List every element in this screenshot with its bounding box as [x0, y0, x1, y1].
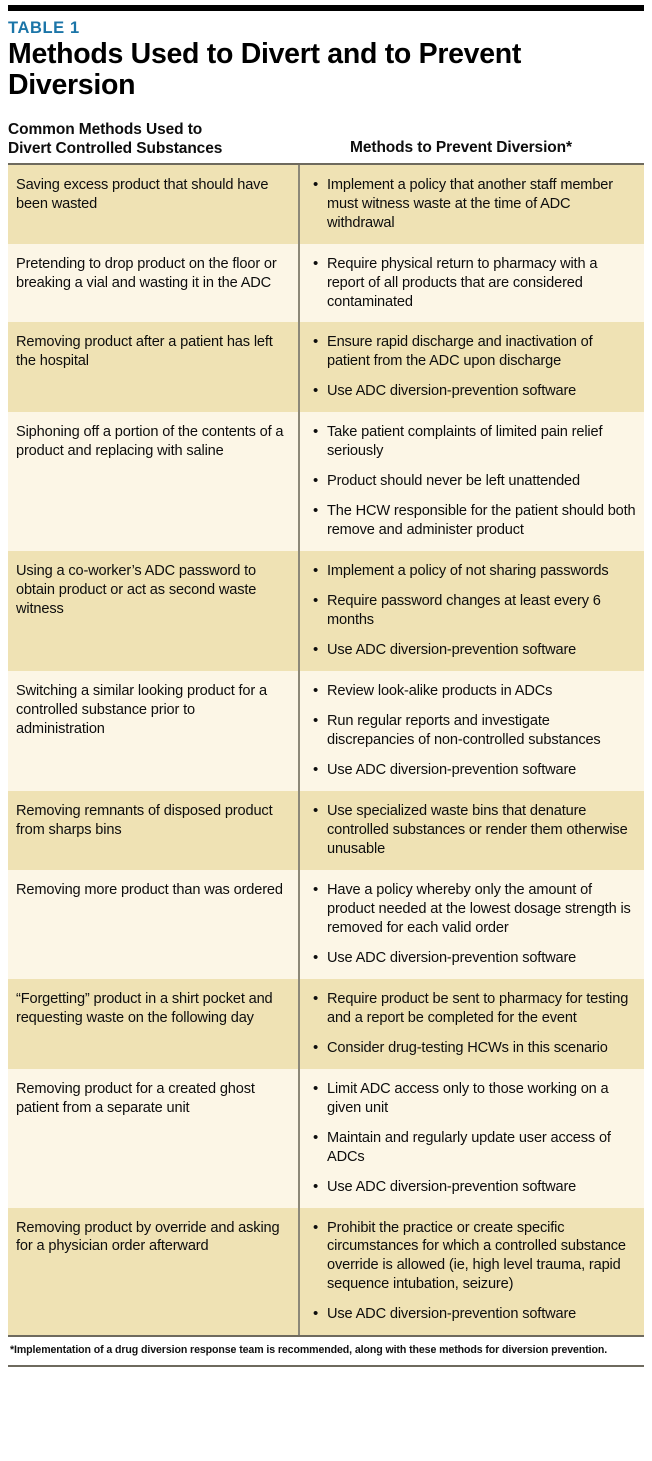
- table-row: [8, 412, 644, 551]
- table-row: [8, 322, 644, 412]
- method-cell: Removing more product than was ordered: [8, 870, 299, 979]
- prevention-cell: [299, 412, 644, 551]
- prevention-cell: [299, 165, 644, 244]
- prevention-list-item: • Use ADC diversion-prevention software: [313, 641, 638, 660]
- column-header-right: Methods to Prevent Diversion*: [350, 138, 572, 156]
- footer-rule: [8, 1365, 644, 1367]
- table-row: [8, 791, 644, 870]
- prevention-list-item: • The HCW responsible for the patient should both remove and administer product: [313, 502, 638, 540]
- prevention-list-item: • Require physical return to pharmacy with a report of all products that are considered contaminated: [313, 255, 638, 312]
- prevention-list: [313, 1080, 638, 1197]
- prevention-list-item: • Consider drug-testing HCWs in this scenario: [313, 1039, 638, 1058]
- table-row: [8, 551, 644, 671]
- table-page: [0, 5, 652, 1461]
- prevention-cell: [299, 870, 644, 979]
- method-cell: Removing product for a created ghost patient from a separate unit: [8, 1069, 299, 1208]
- prevention-list-item: • Maintain and regularly update user access of ADCs: [313, 1129, 638, 1167]
- prevention-list-item: • Limit ADC access only to those working on a given unit: [313, 1080, 638, 1118]
- prevention-cell: [299, 551, 644, 671]
- prevention-list: [313, 990, 638, 1058]
- prevention-list-item: • Prohibit the practice or create specific circumstances for which a controlled substance override is allowed (ie, high level trauma, rapid sequence intubation, seizure): [313, 1219, 638, 1295]
- column-header-left-line1: Common Methods Used to: [8, 120, 203, 138]
- table-row: [8, 671, 644, 791]
- prevention-list-item: • Implement a policy of not sharing passwords: [313, 562, 638, 581]
- prevention-list: [313, 176, 638, 233]
- top-rule: [8, 5, 644, 11]
- table-row: [8, 165, 644, 244]
- prevention-cell: [299, 671, 644, 791]
- table-number-label: TABLE 1: [8, 19, 80, 37]
- prevention-list-item: • Use ADC diversion-prevention software: [313, 949, 638, 968]
- table-row: [8, 870, 644, 979]
- prevention-cell: [299, 1208, 644, 1336]
- table-row: [8, 244, 644, 323]
- method-cell: Saving excess product that should have been wasted: [8, 165, 299, 244]
- prevention-list-item: • Use ADC diversion-prevention software: [313, 1305, 638, 1324]
- prevention-list: [313, 1219, 638, 1325]
- prevention-list-item: • Take patient complaints of limited pain relief seriously: [313, 423, 638, 461]
- method-cell: Removing product after a patient has left the hospital: [8, 322, 299, 412]
- table-row: [8, 979, 644, 1069]
- prevention-list: [313, 802, 638, 859]
- prevention-list-item: • Use specialized waste bins that denature controlled substances or render them otherwise unusable: [313, 802, 638, 859]
- prevention-list-item: • Use ADC diversion-prevention software: [313, 382, 638, 401]
- prevention-list: [313, 881, 638, 968]
- prevention-list: [313, 682, 638, 780]
- table-row: [8, 1069, 644, 1208]
- method-cell: Removing product by override and asking for a physician order afterward: [8, 1208, 299, 1336]
- footnote: *Implementation of a drug diversion response team is recommended, along with these methods for diversion prevention.: [10, 1344, 608, 1357]
- prevention-cell: [299, 322, 644, 412]
- method-cell: Siphoning off a portion of the contents of a product and replacing with saline: [8, 412, 299, 551]
- method-cell: “Forgetting” product in a shirt pocket and requesting waste on the following day: [8, 979, 299, 1069]
- prevention-list-item: • Require password changes at least every 6 months: [313, 592, 638, 630]
- prevention-list-item: • Have a policy whereby only the amount of product needed at the lowest dosage strength is removed for each valid order: [313, 881, 638, 938]
- method-cell: Removing remnants of disposed product from sharps bins: [8, 791, 299, 870]
- prevention-list-item: • Product should never be left unattended: [313, 472, 638, 491]
- methods-table: [8, 165, 644, 1336]
- prevention-list-item: • Run regular reports and investigate discrepancies of non-controlled substances: [313, 712, 638, 750]
- prevention-list-item: • Ensure rapid discharge and inactivation of patient from the ADC upon discharge: [313, 333, 638, 371]
- prevention-list-item: • Review look-alike products in ADCs: [313, 682, 638, 701]
- method-cell: Switching a similar looking product for a controlled substance prior to administration: [8, 671, 299, 791]
- prevention-list-item: • Use ADC diversion-prevention software: [313, 1178, 638, 1197]
- prevention-list: [313, 423, 638, 540]
- method-cell: Using a co-worker’s ADC password to obtain product or act as second waste witness: [8, 551, 299, 671]
- column-header-left-line2: Divert Controlled Substances: [8, 139, 223, 157]
- table-row: [8, 1208, 644, 1336]
- prevention-list: [313, 562, 638, 660]
- prevention-cell: [299, 244, 644, 323]
- prevention-list-item: • Require product be sent to pharmacy for testing and a report be completed for the event: [313, 990, 638, 1028]
- prevention-list: [313, 333, 638, 401]
- prevention-list: [313, 255, 638, 312]
- prevention-cell: [299, 979, 644, 1069]
- prevention-list-item: • Use ADC diversion-prevention software: [313, 761, 638, 780]
- method-cell: Pretending to drop product on the floor or breaking a vial and wasting it in the ADC: [8, 244, 299, 323]
- page-title: Methods Used to Divert and to Prevent Diversion: [8, 38, 522, 102]
- column-headers: [8, 121, 644, 163]
- column-header-left: [8, 121, 278, 159]
- prevention-list-item: • Implement a policy that another staff member must witness waste at the time of ADC withdrawal: [313, 176, 638, 233]
- table-body: [8, 165, 644, 1336]
- prevention-cell: [299, 791, 644, 870]
- prevention-cell: [299, 1069, 644, 1208]
